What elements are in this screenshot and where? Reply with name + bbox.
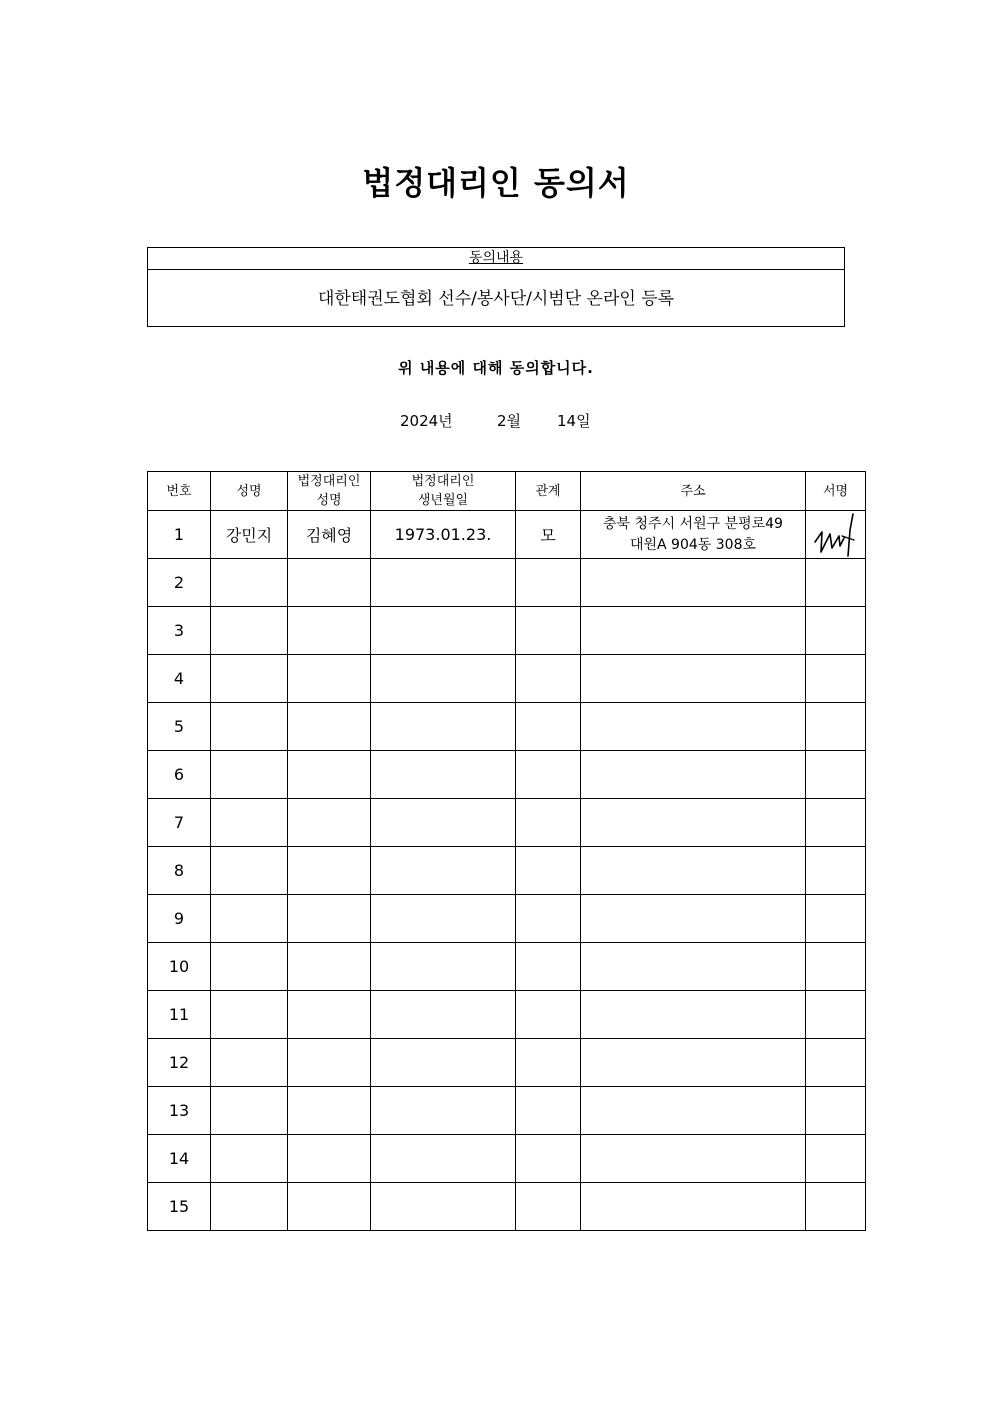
header-relation: 관계 [516,472,581,511]
cell-name [211,1135,288,1183]
cell-name [211,799,288,847]
cell-guardian-name [288,655,371,703]
header-name: 성명 [211,472,288,511]
cell-no: 12 [148,1039,211,1087]
cell-address [581,895,806,943]
cell-name [211,607,288,655]
cell-guardian-name [288,703,371,751]
cell-name [211,703,288,751]
consent-box [147,247,845,327]
header-signature: 서명 [806,472,866,511]
header-guardian-name-line1: 법정대리인 [297,474,361,489]
header-no: 번호 [148,472,211,511]
date-month: 2월 [497,412,522,430]
cell-signature [806,1183,866,1231]
cell-name [211,991,288,1039]
cell-no: 7 [148,799,211,847]
cell-no: 6 [148,751,211,799]
cell-relation [516,799,581,847]
cell-relation [516,1135,581,1183]
cell-no: 14 [148,1135,211,1183]
cell-guardian-name [288,991,371,1039]
cell-relation [516,1183,581,1231]
cell-name [211,847,288,895]
cell-address [581,1183,806,1231]
cell-address [581,559,806,607]
cell-guardian-birth [371,847,516,895]
cell-no: 3 [148,607,211,655]
header-address: 주소 [581,472,806,511]
cell-no: 2 [148,559,211,607]
cell-signature [806,703,866,751]
cell-guardian-name [288,1087,371,1135]
cell-relation [516,655,581,703]
cell-no: 4 [148,655,211,703]
cell-name [211,943,288,991]
table-row [148,511,866,559]
document-title: 법정대리인 동의서 [362,164,630,202]
cell-name [211,655,288,703]
cell-guardian-birth [371,799,516,847]
cell-address [581,1039,806,1087]
cell-guardian-name [288,847,371,895]
cell-address [581,655,806,703]
header-guardian-birth-line2: 생년월일 [417,493,469,508]
table-row [148,1087,866,1135]
cell-guardian-name [288,943,371,991]
cell-address [581,847,806,895]
cell-guardian-birth [371,655,516,703]
cell-relation [516,607,581,655]
cell-no: 15 [148,1183,211,1231]
table-header-row [148,472,866,511]
cell-name [211,1183,288,1231]
cell-guardian-birth [371,1135,516,1183]
cell-guardian-birth [371,1087,516,1135]
cell-signature [806,847,866,895]
cell-signature [806,799,866,847]
cell-name [211,1087,288,1135]
cell-signature [806,895,866,943]
cell-guardian-birth [371,607,516,655]
table-row [148,991,866,1039]
cell-signature [806,655,866,703]
table-row [148,895,866,943]
cell-guardian-birth [371,895,516,943]
cell-signature [806,607,866,655]
cell-relation [516,703,581,751]
cell-relation [516,751,581,799]
cell-no: 10 [148,943,211,991]
cell-address [581,607,806,655]
cell-guardian-name: 김혜영 [288,511,371,559]
cell-guardian-birth [371,1039,516,1087]
cell-name: 강민지 [211,511,288,559]
cell-relation [516,943,581,991]
guardian-table [147,471,866,1231]
header-guardian-name-line2: 성명 [316,493,342,508]
cell-address [581,511,806,559]
table-row [148,1183,866,1231]
date-year: 2024년 [400,412,453,430]
cell-signature [806,1039,866,1087]
cell-address [581,799,806,847]
cell-address [581,1135,806,1183]
cell-name [211,895,288,943]
table-row [148,751,866,799]
table-row [148,799,866,847]
cell-guardian-name [288,799,371,847]
cell-relation [516,1087,581,1135]
cell-relation [516,895,581,943]
header-guardian-birth [371,472,516,511]
cell-no: 8 [148,847,211,895]
table-row [148,847,866,895]
cell-guardian-name [288,1039,371,1087]
cell-name [211,559,288,607]
cell-guardian-birth: 1973.01.23. [371,511,516,559]
table-row [148,703,866,751]
table-row [148,607,866,655]
cell-guardian-birth [371,559,516,607]
cell-signature [806,943,866,991]
cell-no: 1 [148,511,211,559]
cell-signature [806,1087,866,1135]
cell-guardian-name [288,1183,371,1231]
table-row [148,655,866,703]
cell-signature [806,559,866,607]
consent-box-header-label: 동의내용 [468,250,524,266]
cell-guardian-name [288,751,371,799]
cell-guardian-birth [371,751,516,799]
consent-box-content: 대한태권도협회 선수/봉사단/시범단 온라인 등록 [317,289,675,309]
cell-guardian-birth [371,1183,516,1231]
cell-no: 9 [148,895,211,943]
cell-guardian-birth [371,703,516,751]
cell-relation [516,847,581,895]
agreement-statement: 위 내용에 대해 동의합니다. [398,359,594,377]
table-row [148,1135,866,1183]
cell-address [581,943,806,991]
cell-signature [806,511,866,559]
consent-box-header [148,248,844,270]
table-row [148,559,866,607]
cell-guardian-birth [371,991,516,1039]
cell-signature [806,751,866,799]
cell-address-line1: 충북 청주시 서원구 분평로49 [603,515,783,532]
handwritten-signature [812,512,860,558]
cell-guardian-name [288,607,371,655]
date-day: 14일 [557,412,591,430]
cell-address [581,703,806,751]
cell-guardian-name [288,559,371,607]
cell-no: 13 [148,1087,211,1135]
cell-no: 5 [148,703,211,751]
cell-name [211,1039,288,1087]
cell-relation [516,991,581,1039]
cell-guardian-name [288,895,371,943]
cell-address [581,751,806,799]
cell-guardian-name [288,1135,371,1183]
cell-signature [806,1135,866,1183]
cell-relation [516,559,581,607]
cell-address [581,991,806,1039]
cell-relation: 모 [516,511,581,559]
cell-relation [516,1039,581,1087]
header-guardian-birth-line1: 법정대리인 [411,474,475,489]
cell-address [581,1087,806,1135]
cell-guardian-birth [371,943,516,991]
header-guardian-name [288,472,371,511]
cell-name [211,751,288,799]
table-row [148,1039,866,1087]
cell-signature [806,991,866,1039]
cell-address-line2: 대원A 904동 308호 [629,536,757,553]
table-row [148,943,866,991]
cell-no: 11 [148,991,211,1039]
